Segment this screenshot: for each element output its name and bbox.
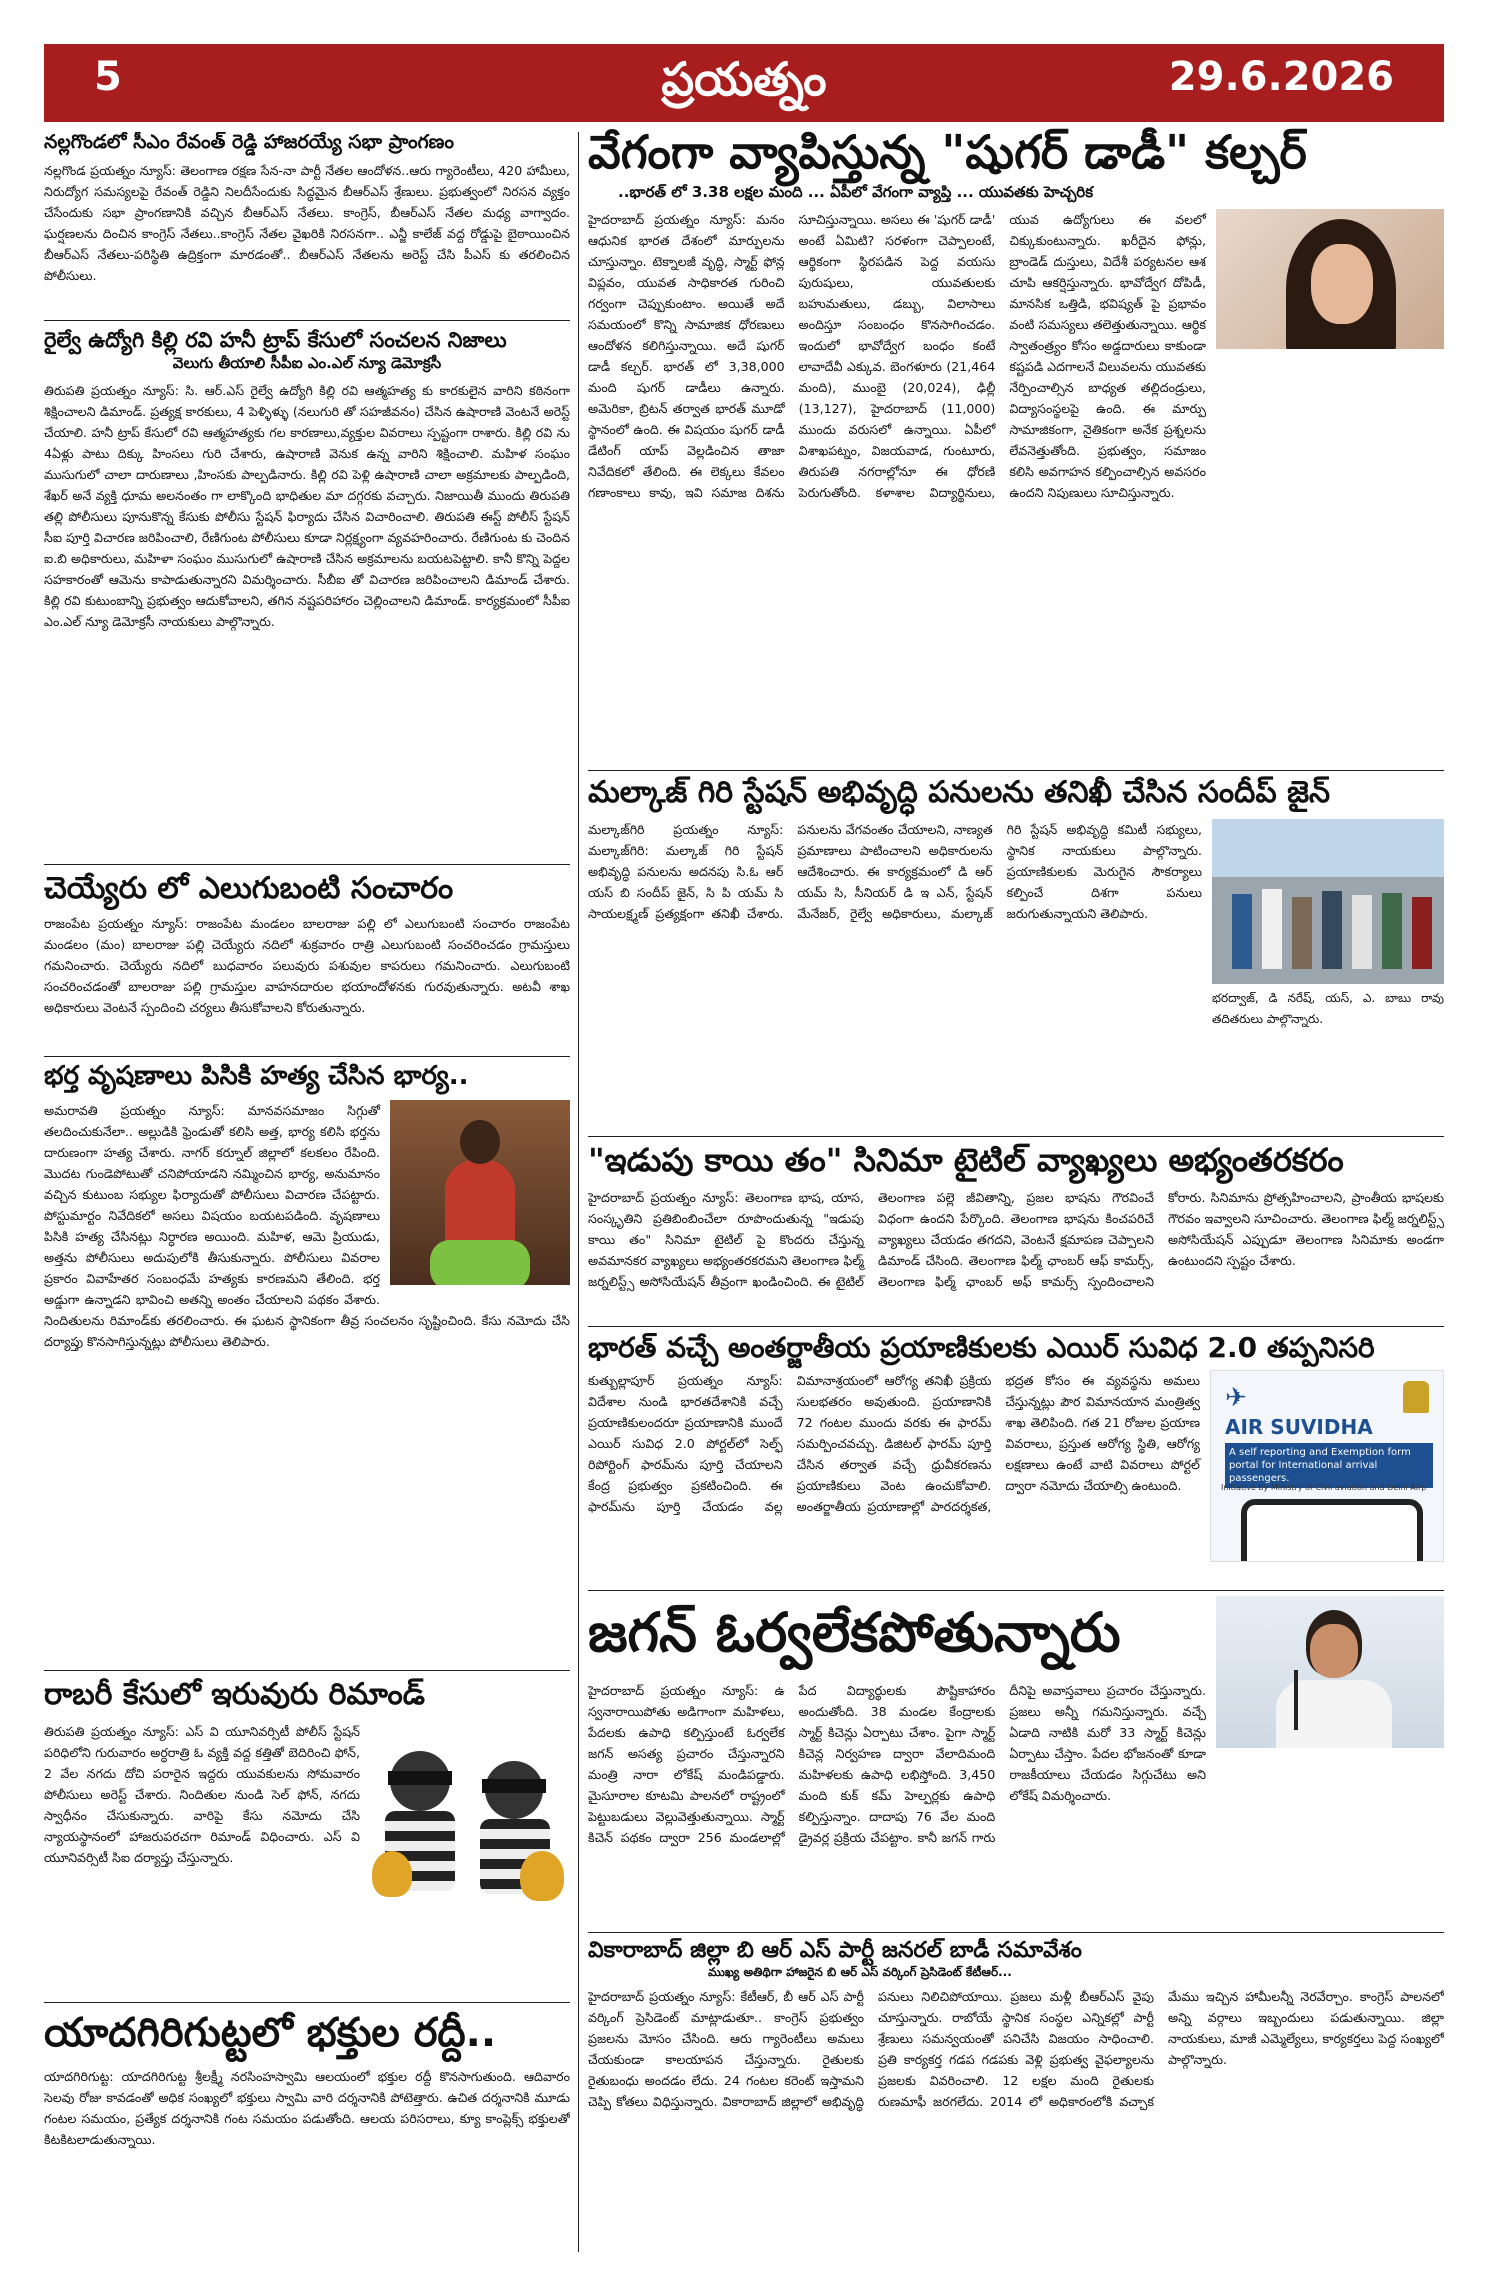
article-robbery [44,1678,570,1998]
headline: భారత్ వచ్చే అంతర్జాతీయ ప్రయాణికులకు ఎయిర్ సువిధ 2.0 తప్పనిసరి [588,1332,1375,1364]
article-film-title [588,1142,1444,1320]
article-body: మల్కాజ్‌గిరి ప్రయత్నం న్యూస్: మల్కాజ్‌గిరి: మల్కాజ్ గిరి స్టేషన్ అభివృద్ధి పనులను అదనపు సి.ఓ ఆర్ యస్ బి సందీప్ జైన్, సి పి యమ్ సి సాయలక్ష్మణ్ ప్రత్యక్షంగా తనిఖీ చేశారు. పనులను వేగవంతం చేయాలని, నాణ్యత ప్రమాణాలు పాటించాలని అధికారులను ఆదేశించారు. ఈ కార్యక్రమంలో డి ఆర్ యమ్ సి, సీనియర్ డి ఇ ఎన్, స్టేషన్ మేనేజర్, రైల్వే అధికారులు, మల్కాజ్ గిరి స్టేషన్ అభివృద్ధి కమిటీ సభ్యులు, స్థానిక నాయకులు పాల్గొన్నారు. ప్రయాణికులకు మెరుగైన సౌకర్యాలు కల్పించే దిశగా పనులు జరుగుతున్నాయని తెలిపారు. [588,821,1202,921]
image-text: A self reporting and Exemption form portal for International arrival passengers. [1225,1443,1433,1488]
article-body: హైదరాబాద్ ప్రయత్నం న్యూస్: మనం ఆధునిక భారత దేశంలో మార్పులను చూస్తున్నాం. టెక్నాలజీ వృద్ధి, స్మార్ట్ ఫోన్ల విప్లవం, యువత సాధికారత గురించి గర్వంగా చెప్పుకుంటాం. అయితే అదే సమయంలో కొన్ని సామాజిక ధోరణులు ఆందోళన కలిగిస్తున్నాయి. అదే షుగర్ డాడీ కల్చర్. భారత్ లో 3,38,000 మంది షుగర్ డాడీలు ఉన్నారు. అమెరికా, బ్రిటన్ తర్వాత భారత్ మూడో స్థానంలో ఉంది. ఈ విషయం షుగర్ డాడీ డేటింగ్ యాప్ వెల్లడించిన తాజా నివేదికలో తేలింది. ఈ లెక్కలు కేవలం గణాంకాలు కావు, ఇవి సమాజ దిశను సూచిస్తున్నాయి. అసలు ఈ 'షుగర్ డాడీ' అంటే ఏమిటి? సరళంగా చెప్పాలంటే, ఆర్థికంగా స్థిరపడిన పెద్ద వయసు పురుషులు, యువతులకు బహుమతులు, డబ్బు, విలాసాలు అందిస్తూ సంబంధం కొనసాగించడం. ఇందులో భావోద్వేగ బంధం కంటే లావాదేవీ ఎక్కువ. బెంగళూరు (21,464 మంది), ముంబై (20,024), ఢిల్లీ (13,127), హైదరాబాద్ (11,000) ముందు వరుసలో ఉన్నాయి. ఏపీలో విశాఖపట్నం, విజయవాడ, గుంటూరు, తిరుపతి నగరాల్లోనూ ఈ ధోరణి పెరుగుతోంది. కళాశాల విద్యార్థినులు, యువ ఉద్యోగులు ఈ వలలో చిక్కుకుంటున్నారు. ఖరీదైన ఫోన్లు, బ్రాండెడ్ దుస్తులు, విదేశీ పర్యటనల ఆశ చూపి ఆకర్షిస్తున్నారు. భావోద్వేగ దోపిడీ, మానసిక ఒత్తిడి, భవిష్యత్ పై ప్రభావం వంటి సమస్యలు తలెత్తుతున్నాయి. ఆర్థిక స్వాతంత్ర్యం కోసం అడ్డదారులు కాకుండా కష్టపడి ఎదగాలనే విలువలను యువతకు నేర్పించాల్సిన బాధ్యత తల్లిదండ్రులు, విద్యాసంస్థలపై ఉంది. ఈ మార్పు సామాజికంగా, నైతికంగా అనేక ప్రశ్నలను లేవనెత్తుతోంది. ప్రభుత్వం, సమాజం కలిసి అవగాహన కల్పించాల్సిన అవసరం ఉందని నిపుణులు సూచిస్తున్నారు. [588,211,1206,500]
headline: రాబరీ కేసులో ఇరువురు రిమాండ్ [44,1678,425,1712]
masthead [44,44,1444,122]
subheadline: వెలుగు తీయాలి సీపీఐ ఎం.ఎల్ న్యూ డెమోక్రసీ [172,354,442,373]
article-wife-murder [44,1062,570,1662]
article-malkajgiri [588,776,1444,1130]
headline: జగన్ ఓర్వలేకపోతున్నారు [588,1601,1121,1664]
lokesh-photo [1216,1596,1444,1748]
robber-illustration [370,1721,570,1911]
headline: నల్లగొండలో సీఎం రేవంత్ రెడ్డి హాజరయ్యే సభా ప్రాంగణం [44,132,454,153]
woman-photo [1216,209,1444,349]
headline: మల్కాజ్ గిరి స్టేషన్ అభివృద్ధి పనులను తనిఖీ చేసిన సందీప్ జైన్ [588,776,1331,810]
divider [44,1670,570,1671]
headline: యాదగిరిగుట్టలో భక్తుల రద్దీ.. [44,2010,497,2056]
article-body: తిరుపతి ప్రయత్నం న్యూస్: ఎస్ వి యూనివర్సిటీ పోలీస్ స్టేషన్ పరిధిలోని గురువారం అర్ధరాత్రి ఓ వ్యక్తి వద్ద కత్తితో బెదిరించి ఫోన్, 2 వేల నగదు దోచి పరారైన ఇద్దరు యువకులను సోమవారం పోలీసులు అరెస్ట్ చేశారు. నిందితుల నుండి సెల్ ఫోన్, నగదు స్వాధీనం చేసుకున్నారు. వారిపై కేసు నమోదు చేసి న్యాయస్థానంలో హాజరుపరచగా రిమాండ్ విధించారు. ఎస్ వి యూనివర్సిటీ సిఐ దర్యాప్తు చేస్తున్నారు. [44,1723,360,1865]
article-sugar-daddy [588,126,1444,762]
article-body: యాదగిరిగుట్ట: యాదగిరిగుట్ట శ్రీలక్ష్మీ నరసింహస్వామి ఆలయంలో భక్తుల రద్దీ కొనసాగుతుంది. ఆదివారం సెలవు రోజు కావడంతో అధిక సంఖ్యలో భక్తులు స్వామి వారి దర్శనానికి పోటెత్తారు. ఉచిత దర్శనానికి మూడు గంటల సమయం, ప్రత్యేక దర్శనానికి గంట సమయం పడుతోంది. ఆలయ పరిసరాలు, క్యూ కాంప్లెక్స్ భక్తులతో కిటకిటలాడుతున్నాయి. [44,2069,570,2147]
article-jagan [588,1596,1444,1926]
article-yadagirigutta [44,2010,570,2250]
paper-name: ప్రయత్నం [661,52,827,106]
divider [588,1590,1444,1591]
emblem-icon [1403,1381,1429,1413]
article-vikarabad [588,1938,1444,2250]
article-body: హైదరాబాద్ ప్రయత్నం న్యూస్: ఉ స్వనారాయిపోతు అడిగాంగా మహిళలు, పేదలకు ఉపాధి కల్పిస్తుంటే ఓర్వలేక జగన్ అసత్య ప్రచారం చేస్తున్నారని మంత్రి నారా లోకేష్ మండిపడ్డారు. మైసూరాల కూటమి పాలనలో రాష్ట్రంలో పెట్టుబడులు వెల్లువెత్తుతున్నాయి. స్మార్ట్ కిచెన్ పథకం ద్వారా 256 మండలాల్లో పేద విద్యార్థులకు పౌష్టికాహారం అందుతోంది. 38 మండల కేంద్రాలకు స్మార్ట్ కిచెన్లు ఏర్పాటు చేశాం. పైగా స్మార్ట్ కిచెన్ల నిర్వహణ ద్వారా వేలాదిమంది మహిళలకు ఉపాధి లభిస్తోంది. 3,450 మంది కుక్ కమ్ హెల్పర్లకు ఉపాధి కల్పిస్తున్నాం. దాదాపు 76 వేల మంది డ్రైవర్ల ప్రక్రియ చేపట్టాం. కానీ జగన్ గారు దీనిపై అవాస్తవాలు ప్రచారం చేస్తున్నారు. ప్రజలు అన్నీ గమనిస్తున్నారు. వచ్చే ఏడాది నాటికి మరో 33 స్మార్ట్ కిచెన్లు ఏర్పాటు చేస్తాం. పేదల భోజనంతో కూడా రాజకీయాలు చేయడం సిగ్గుచేటు అని లోకేష్ విమర్శించారు. [588,1683,1206,1846]
article-body: హైదరాబాద్ ప్రయత్నం న్యూస్: తెలంగాణ భాష, యాస, సంస్కృతిని ప్రతిబింబించేలా రూపొందుతున్న "ఇడుపు కాయి తం" సినిమా టైటిల్ పై కొందరు చేస్తున్న అవమానకర వ్యాఖ్యలు అభ్యంతరకరమని తెలంగాణ ఫిల్మ్ జర్నలిస్ట్స్ అసోసియేషన్ తీవ్రంగా ఖండించింది. ఈ టైటిల్ తెలంగాణ పల్లె జీవితాన్ని, ప్రజల భాషను గౌరవించే విధంగా ఉందని పేర్కొంది. తెలంగాణ భాషను కించపరిచే వ్యాఖ్యలు చేయడం తగదని, వెంటనే క్షమాపణ చెప్పాలని డిమాండ్ చేసింది. తెలంగాణ ఫిల్మ్ ఛాంబర్ ఆఫ్ కామర్స్, తెలంగాణ ఫిల్మ్ ఛాంబర్ అఫ్ కామర్స్ స్పందించాలని కోరారు. సినిమాను ప్రోత్సహించాలని, ప్రాంతీయ భాషలకు గౌరవం ఇవ్వాలని సూచించారు. తెలంగాణ ఫిల్మ్ జర్నలిస్ట్స్ అసోసియేషన్ ఎప్పుడూ తెలంగాణ సినిమాకు అండగా ఉంటుందని స్పష్టం చేశారు. [588,1189,1444,1289]
page-number: 5 [94,54,122,100]
article-nalgonda [44,132,570,317]
photo-caption: భరద్వాజ్, డి నరేష్, యస్, ఎ. బాబు రావు తదితరులు పాల్గొన్నారు. [1212,990,1444,1026]
divider [44,1056,570,1057]
column-divider [578,132,579,2252]
crime-photo [390,1100,570,1285]
image-credit: Initiative by Ministry of Civil aviation and Delhi Airp [1221,1483,1427,1493]
issue-date: 29.6.2026 [1168,54,1394,100]
article-body: అమరావతి ప్రయత్నం న్యూస్: మానవసమాజం సిగ్గుతో తలదించుకునేలా.. అల్లుడికి ఫ్రెండుతో కలిసి అత్త, భార్య కలిసి భర్తను దారుణంగా హత్య చేశారు. నాగర్ కర్నూల్ జిల్లాలో కలకలం రేపింది. మొదట గుండెపోటుతో చనిపోయాడని నమ్మించిన భార్య, అనుమానం వచ్చిన కుటుంబ సభ్యుల ఫిర్యాదుతో పోలీసులు విచారణ చేపట్టారు. పోస్టుమార్టం నివేదికలో అసలు విషయం బయటపడింది. వృషణాలు పిసికి హత్య చేసినట్లు నిర్ధారణ అయింది. మహిళ, ఆమె ప్రియుడు, అత్తను పోలీసులు అదుపులోకి తీసుకున్నారు. పోలీసులు వివరాల ప్రకారం వివాహేతర సంబంధమే హత్యకు కారణమని తేలింది. భర్త అడ్డుగా ఉన్నాడని భావించి అతన్ని అంతం చేయాలని పథకం వేశారు. నిందితులను రిమాండ్‌కు తరలించారు. ఈ ఘటన స్థానికంగా తీవ్ర సంచలనం సృష్టించింది. కేసు నమోదు చేసి దర్యాప్తు కొనసాగిస్తున్నట్లు పోలీసులు తెలిపారు. [44,1102,570,1349]
divider [44,864,570,865]
headline: "ఇడుపు కాయి తం" సినిమా టైటిల్ వ్యాఖ్యలు అభ్యంతరకరం [588,1142,1344,1179]
headline: చెయ్యేరు లో ఎలుగుబంటి సంచారం [44,872,454,906]
divider [588,1932,1444,1933]
article-body: హైదరాబాద్ ప్రయత్నం న్యూస్: కేటీఆర్, బీ ఆర్ ఎస్ పార్టీ వర్కింగ్ ప్రెసిడెంట్ మాట్లాడుతూ.. కాంగ్రెస్ ప్రభుత్వం ప్రజలను మోసం చేసింది. ఆరు గ్యారెంటీలు అమలు చేయకుండా కాలయాపన చేస్తున్నారు. రైతులకు రైతుబంధు అందడం లేదు. 24 గంటల కరెంట్ ఇస్తామని చెప్పి కోతలు విధిస్తున్నారు. వికారాబాద్ జిల్లాలో అభివృద్ధి పనులు నిలిచిపోయాయి. ప్రజలు మళ్లీ బీఆర్ఎస్ వైపు చూస్తున్నారు. రాబోయే స్థానిక సంస్థల ఎన్నికల్లో పార్టీ శ్రేణులు సమన్వయంతో పనిచేసి విజయం సాధించాలి. ప్రతి కార్యకర్త గడప గడపకు వెళ్లి ప్రభుత్వ వైఫల్యాలను ప్రజలకు వివరించాలి. 12 లక్షల మంది రైతులకు రుణమాఫీ జరగలేదు. 2014 లో అధికారంలోకి వచ్చాక మేము ఇచ్చిన హామీలన్నీ నెరవేర్చాం. కాంగ్రెస్ పాలనలో అన్ని వర్గాలు ఇబ్బందులు పడుతున్నాయి. జిల్లా నాయకులు, మాజీ ఎమ్మెల్యేలు, కార్యకర్తలు పెద్ద సంఖ్యలో పాల్గొన్నారు. [588,1989,1444,2110]
station-photo [1212,819,1444,984]
headline: భర్త వృషణాలు పిసికి హత్య చేసిన భార్య.. [44,1062,469,1091]
subheadline: ముఖ్య అతిథిగా హాజరైన బి ఆర్ ఎస్ వర్కింగ్ ప్రెసిడెంట్ కేటీఆర్... [708,1965,1012,1980]
subheadline: ..భారత్ లో 3.38 లక్షల మంది ... ఏపీలో వేగంగా వ్యాప్తి ... యువతకు హెచ్చరిక [618,182,1094,201]
article-body: తిరుపతి ప్రయత్నం న్యూస్: సి. ఆర్.ఎస్ రైల్వే ఉద్యోగి కిల్లి రవి ఆత్మహత్య కు కారకులైన వారిని కఠినంగా శిక్షించాలని డిమాండ్. ప్రత్యక్ష కారకులు, 4 పెళ్ళిళ్ళు (నలుగురి తో సహజీవనం) చేసిన ఉషారాణి వెంటనే అరెస్ట్ చేయాలి. హనీ ట్రాప్ కేసులో రవి ఆత్మహత్యకు గల కారణాలు,వ్యక్తుల వివరాలు స్పష్టంగా రాశారు. కిల్లి రవి ను 4ఏళ్లు పాటు దిక్కు హింసలు గురి చేశారు, ఉషారాణి వెనుక ఉన్న వారిని శిక్షించాలి. మహిళ సంఘం ముసుగులో చాలా దారుణాలు ,హింసకు పాల్పడినారు. కిల్లి రవి పెళ్లి ఉషారాణి చాలా అక్రమాలకు పాల్పడింది, శేఖర్ అనే వ్యక్తి ధూమ అలనంతం గా లాక్కొంది భాధితుల మా దగ్గరకు వచ్చారు. నిజాయితీ ముందు తిరుపతి తల్లి పోలీసులు పూనుకొన్న కేసుకు పోలీసు స్టేషన్ ఫిర్యాదు చేసిన విచారించాలి. తిరుపతి ఈస్ట్ పోలీస్ స్టేషన్ సీఐ పూర్తి విచారణ జరిపించాలి, రేణిగుంట పోలీసులు కూడా నిర్లక్ష్యంగా వ్యవహరించారు. రేణిగుంట కు చెందిన ఐ.బి అధికారులు, మహిళా సంఘం ముసుగులో ఉషారాణి చేసిన అక్రమాలను బయటపెట్టాలి. కానీ కొన్ని పెద్దల సహకారంతో ఆమెను కాపాడుతున్నారని విమర్శించారు. సీబీఐ తో విచారణ జరిపించాలని డిమాండ్ చేశారు. కిల్లి రవి కుటుంబాన్ని ప్రభుత్వం ఆదుకోవాలని, తగిన నష్టపరిహారం చెల్లించాలని డిమాండ్. కార్యక్రమంలో సీపీఐ ఎం.ఎల్ న్యూ డెమోక్రసీ నాయకులు పాల్గొన్నారు. [44,383,570,630]
article-railway-honeytrap [44,328,570,858]
divider [588,1326,1444,1327]
article-body: కుత్బుల్లాపూర్ ప్రయత్నం న్యూస్: విదేశాల నుండి భారతదేశానికి వచ్చే ప్రయాణికులందరూ ప్రయాణానికి ముందే ఎయిర్ సువిధ 2.0 పోర్టల్‌లో సెల్ఫ్ రిపోర్టింగ్ ఫారమ్‌ను పూర్తి చేయాలని కేంద్ర ప్రభుత్వం ప్రకటించింది. ఈ ఫారమ్‌ను పూర్తి చేయడం వల్ల విమానాశ్రయంలో ఆరోగ్య తనిఖీ ప్రక్రియ సులభతరం అవుతుంది. ప్రయాణానికి 72 గంటల ముందు వరకు ఈ ఫారమ్ సమర్పించవచ్చు. డిజిటల్ ఫారమ్ పూర్తి చేసిన తర్వాత వచ్చే ధ్రువీకరణను ప్రయాణికులు వెంట ఉంచుకోవాలి. అంతర్జాతీయ ప్రయాణాల్లో పారదర్శకత, భద్రత కోసం ఈ వ్యవస్థను అమలు చేస్తున్నట్లు పౌర విమానయాన మంత్రిత్వ శాఖ తెలిపింది. గత 21 రోజుల ప్రయాణ వివరాలు, ప్రస్తుత ఆరోగ్య స్థితి, ఆరోగ్య లక్షణాలు ఉంటే వాటి వివరాలు పోర్టల్ ద్వారా నమోదు చేయాల్సి ఉంటుంది. [588,1373,1200,1515]
headline: వికారాబాద్ జిల్లా బి ఆర్ ఎస్ పార్టీ జనరల్ బాడీ సమావేశం [588,1938,1082,1963]
divider [588,1136,1444,1137]
article-bear [44,872,570,1050]
divider [44,2002,570,2003]
headline: రైల్వే ఉద్యోగి కిల్లి రవి హనీ ట్రాప్ కేసులో సంచలన నిజాలు [44,328,507,352]
air-suvidha-graphic [1210,1370,1444,1562]
divider [588,770,1444,771]
article-body: రాజంపేట ప్రయత్నం న్యూస్: రాజంపేట మండలం బాలరాజు పల్లి లో ఎలుగుబంటి సంచారం రాజంపేట మండలం (మం) బాలరాజు పల్లి చెయ్యేరు నదిలో శుక్రవారం రాత్రి ఎలుగుబంటి సంచరించడం గ్రామస్తులు గమనించారు. చెయ్యేరు నదిలో బుధవారం పలువురు పశువుల కాపరులు గమనించారు. ఎలుగుబంటి సంచరించడంతో బాలరాజు పల్లి గ్రామస్తుల వాహనదారుల భయాందోళనకు గురవుతున్నారు. అటవీ శాఖ అధికారులు వెంటనే స్పందించి చర్యలు తీసుకోవాలని కోరుతున్నారు. [44,915,570,1015]
image-title: AIR SUVIDHA [1225,1415,1373,1440]
plane-icon: ✈ [1225,1383,1247,1414]
article-body: నల్లగొండ ప్రయత్నం న్యూస్: తెలంగాణ రక్షణ సేన-నా పార్టీ నేతల ఆందోళన..ఆరు గ్యారెంటీలు, 420 హామీలు, నిరుద్యోగ సమస్యలపై రేవంత్ రెడ్డిని నిలదీసేందుకు సిద్ధమైన బీఆర్ఎస్ శ్రేణులు. ప్రభుత్వంలో నిరసన వ్యక్తం చేసేందుకు సభా ప్రాంగణానికి వచ్చిన బీఆర్ఎస్ నేతలు. కాంగ్రెస్, బీఆర్ఎస్ నేతల మధ్య వాగ్వాదం. ఘర్షణలను దించిన కాంగ్రెస్ నేతలు..కాంగ్రెస్ నేతల వైఖరికి నిరసనగా.. ఎన్జీ కాలేజ్ వద్ద రోడ్డుపై బైఠాయించిన బీఆర్ఎస్ నేతలు-పరిస్థితి ఉద్రిక్తంగా మారడంతో.. బీఆర్ఎస్ నేతలను అరెస్ట్ చేసి పీఎస్ కు తరలించిన పోలీసులు. [44,162,570,283]
article-air-suvidha [588,1332,1444,1584]
divider [44,320,570,321]
headline: వేగంగా వ్యాపిస్తున్న "షుగర్ డాడీ" కల్చర్ [588,126,1307,179]
